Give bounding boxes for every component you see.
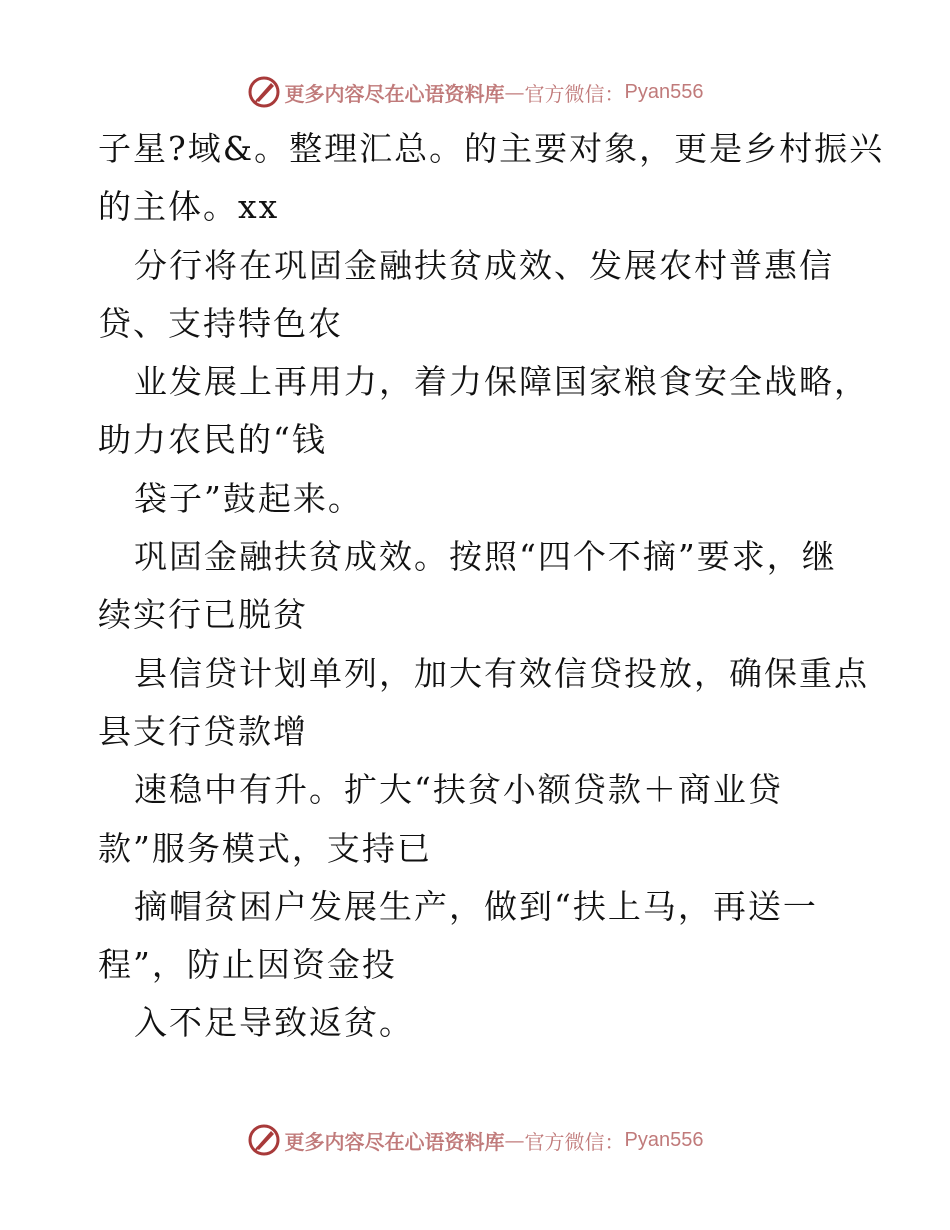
- text-line: 县支行贷款增: [98, 711, 308, 751]
- text-line: 续实行已脱贫: [98, 595, 308, 635]
- text-line: 程”，防止因资金投: [98, 945, 397, 985]
- text-line: 巩固金融扶贫成效。按照“四个不摘”要求，继: [134, 537, 837, 577]
- text-line: 分行将在巩固金融扶贫成效、发展农村普惠信: [134, 245, 834, 285]
- footer-banner: [0, 1120, 950, 1160]
- banner-title: 更多内容尽在心语资料库: [284, 81, 505, 106]
- text-line: 摘帽贫困户发展生产，做到“扶上马，再送一: [134, 886, 818, 926]
- banner-wechat-id: Pyan556: [624, 80, 704, 103]
- document-body: [98, 120, 885, 1053]
- banner-separator: —: [504, 80, 525, 104]
- quill-logo-icon: [247, 1123, 281, 1157]
- text-line: 助力农民的“钱: [98, 420, 327, 460]
- quill-logo-icon: [247, 75, 281, 109]
- banner-wechat-id: Pyan556: [624, 1128, 704, 1151]
- text-line: 速稳中有升。扩大“扶贫小额贷款＋商业贷: [134, 770, 783, 810]
- text-line: 款”服务模式，支持已: [98, 828, 432, 868]
- text-line: 业发展上再用力，着力保障国家粮食安全战略，: [134, 362, 869, 402]
- text-line: 县信贷计划单列，加大有效信贷投放，确保重点: [134, 653, 869, 693]
- text-line: 的主体。xx: [98, 187, 280, 227]
- banner-wechat-label: 官方微信：: [524, 81, 625, 106]
- text-line: 贷、支持特色农: [98, 303, 343, 343]
- text-line: 袋子”鼓起来。: [134, 478, 363, 518]
- text-line: 入不足导致返贫。: [134, 1003, 414, 1043]
- banner-separator: —: [504, 1128, 525, 1152]
- banner-title: 更多内容尽在心语资料库: [284, 1129, 505, 1154]
- text-line: 子星?域&。整理汇总。的主要对象，更是乡村振兴: [98, 129, 885, 168]
- banner-wechat-label: 官方微信：: [524, 1129, 625, 1154]
- header-banner: [0, 72, 950, 112]
